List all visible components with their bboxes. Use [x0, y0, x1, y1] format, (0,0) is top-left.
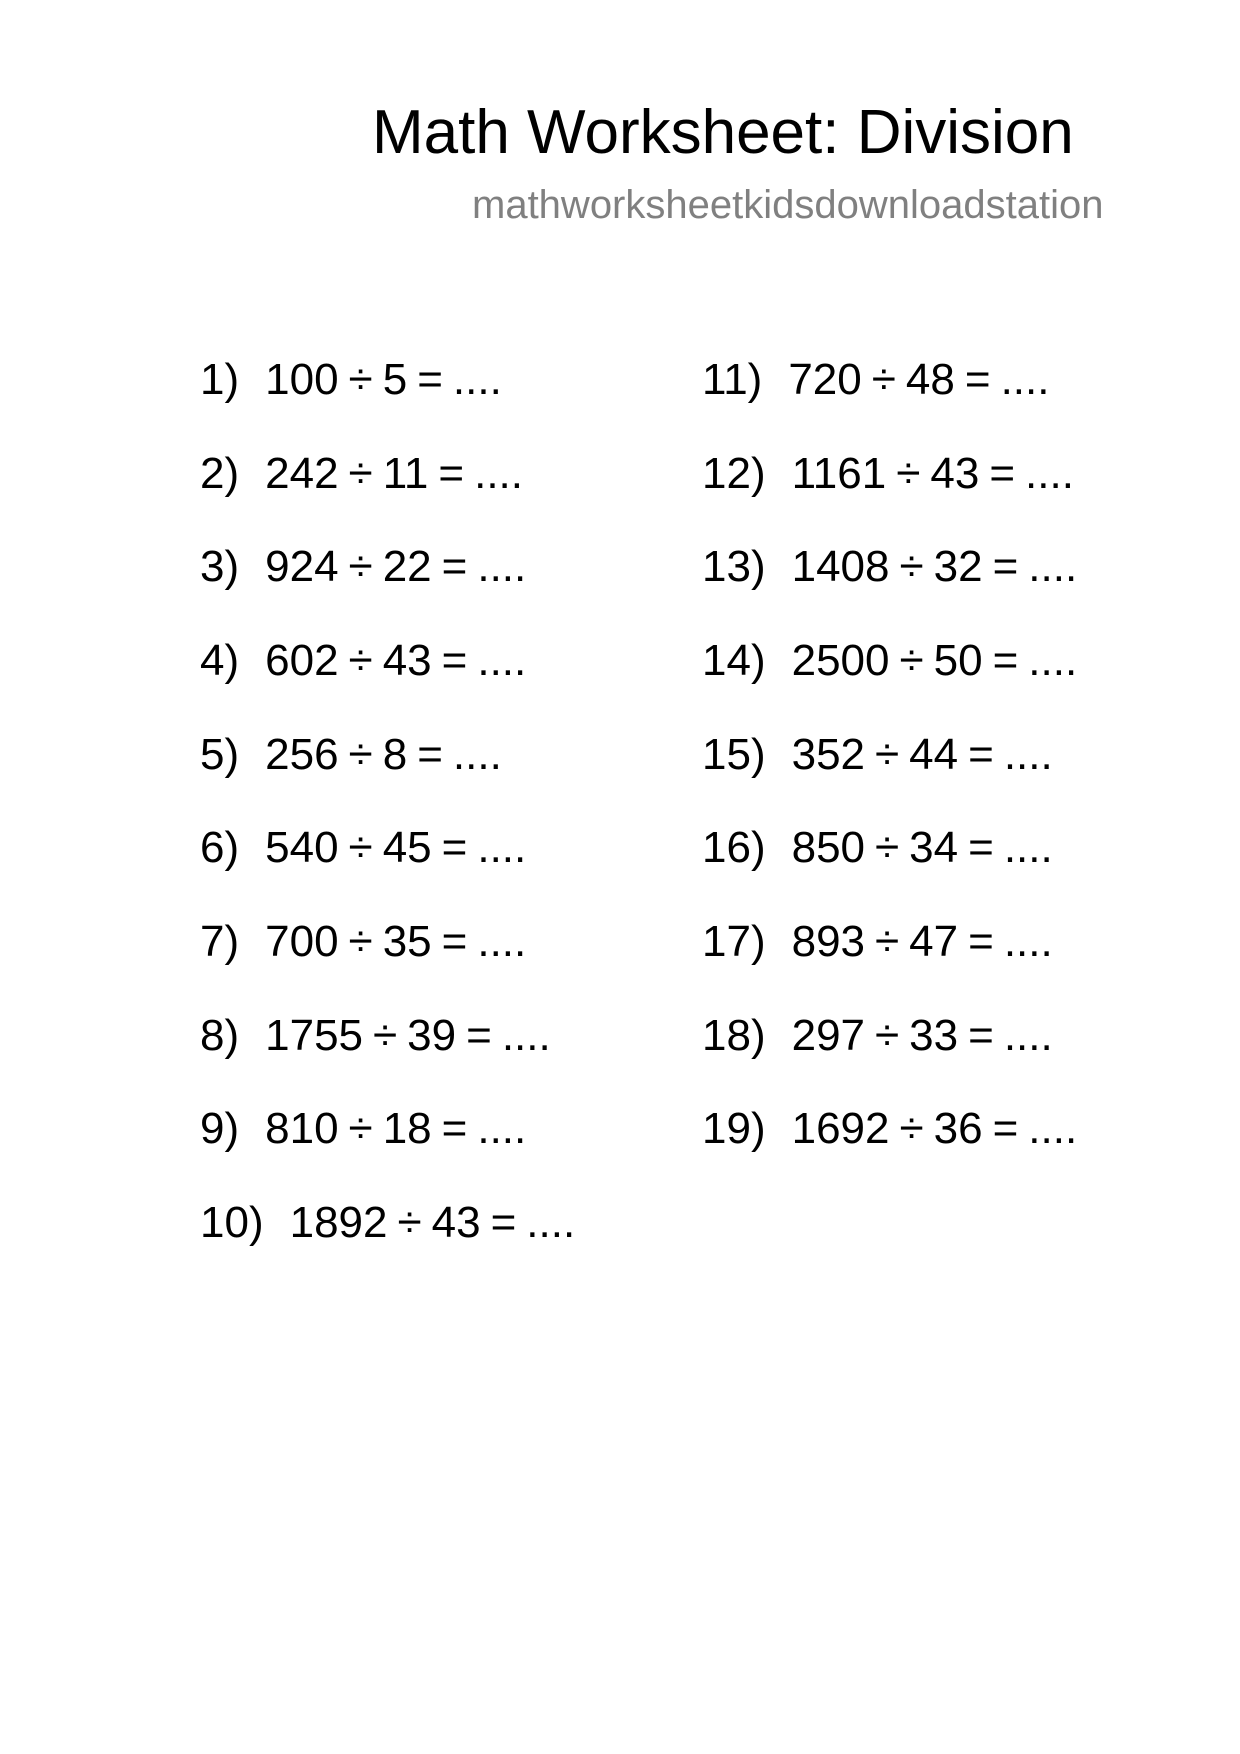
divide-sign: ÷ [899, 1104, 924, 1153]
problem-number: 1) [200, 355, 240, 404]
divide-sign: ÷ [348, 542, 373, 591]
dividend: 297 [791, 1011, 866, 1060]
problem-number: 17) [702, 917, 766, 966]
answer-blank: .... [1003, 1011, 1053, 1060]
dividend: 1755 [265, 1011, 364, 1060]
problem-item [200, 917, 526, 967]
problem-number: 16) [702, 823, 766, 872]
dividend: 2500 [791, 636, 890, 685]
dividend: 850 [791, 823, 866, 872]
problem-item [200, 542, 526, 592]
equals-sign: = [441, 823, 468, 872]
answer-blank: .... [501, 1011, 551, 1060]
problem-number: 8) [200, 1011, 240, 1060]
answer-blank: .... [1025, 449, 1074, 498]
divisor: 43 [930, 449, 980, 498]
divisor: 22 [382, 542, 432, 591]
problem-number: 9) [200, 1104, 240, 1153]
divisor: 43 [431, 1198, 481, 1247]
answer-blank: .... [452, 730, 502, 779]
problem-number: 18) [702, 1011, 766, 1060]
equals-sign: = [438, 449, 465, 498]
divide-sign: ÷ [875, 1011, 900, 1060]
problem-number: 11) [702, 355, 763, 404]
problem-number: 19) [702, 1104, 766, 1153]
divisor: 8 [382, 730, 408, 779]
divisor: 36 [933, 1104, 983, 1153]
problem-number: 4) [200, 636, 240, 685]
divisor: 11 [382, 449, 429, 498]
problem-number: 12) [702, 449, 766, 498]
problem-item [702, 449, 1074, 499]
divisor: 47 [909, 917, 959, 966]
divisor: 35 [382, 917, 432, 966]
answer-blank: .... [1028, 542, 1078, 591]
problem-number: 10) [200, 1198, 264, 1247]
equals-sign: = [992, 1104, 1019, 1153]
divide-sign: ÷ [896, 449, 921, 498]
problem-item [702, 730, 1053, 780]
problem-item [200, 355, 502, 405]
dividend: 700 [265, 917, 339, 966]
dividend: 810 [265, 1104, 339, 1153]
problem-number: 6) [200, 823, 240, 872]
problem-item [200, 449, 523, 499]
divide-sign: ÷ [397, 1198, 422, 1247]
divisor: 50 [933, 636, 983, 685]
problem-item [200, 1198, 575, 1248]
equals-sign: = [964, 355, 991, 404]
problem-number: 13) [702, 542, 766, 591]
dividend: 1161 [791, 449, 887, 498]
equals-sign: = [441, 1104, 468, 1153]
equals-sign: = [441, 917, 468, 966]
divisor: 32 [933, 542, 983, 591]
dividend: 602 [265, 636, 339, 685]
answer-blank: .... [477, 636, 527, 685]
worksheet-source: mathworksheetkidsdownloadstation [472, 183, 1104, 227]
equals-sign: = [992, 636, 1019, 685]
equals-sign: = [441, 542, 468, 591]
divisor: 43 [382, 636, 432, 685]
answer-blank: .... [452, 355, 502, 404]
divisor: 48 [905, 355, 955, 404]
answer-blank: .... [477, 823, 527, 872]
divide-sign: ÷ [899, 542, 924, 591]
divide-sign: ÷ [348, 917, 373, 966]
divide-sign: ÷ [348, 730, 373, 779]
divide-sign: ÷ [875, 917, 900, 966]
divide-sign: ÷ [348, 449, 373, 498]
divisor: 44 [909, 730, 959, 779]
divide-sign: ÷ [348, 1104, 373, 1153]
equals-sign: = [968, 917, 994, 966]
problem-item [702, 917, 1053, 967]
problem-number: 15) [702, 730, 766, 779]
problem-item [702, 636, 1077, 686]
answer-blank: .... [474, 449, 523, 498]
divisor: 18 [382, 1104, 432, 1153]
equals-sign: = [968, 730, 994, 779]
equals-sign: = [417, 355, 443, 404]
problem-item [200, 1011, 551, 1061]
divide-sign: ÷ [899, 636, 924, 685]
divide-sign: ÷ [348, 636, 373, 685]
equals-sign: = [441, 636, 468, 685]
dividend: 540 [265, 823, 339, 872]
answer-blank: .... [1003, 730, 1053, 779]
equals-sign: = [490, 1198, 517, 1247]
divide-sign: ÷ [348, 355, 373, 404]
equals-sign: = [992, 542, 1019, 591]
dividend: 893 [791, 917, 866, 966]
divide-sign: ÷ [373, 1011, 398, 1060]
problem-item [702, 542, 1077, 592]
problem-item [702, 1011, 1053, 1061]
worksheet-title: Math Worksheet: Division [372, 98, 1074, 167]
answer-blank: .... [1003, 823, 1053, 872]
divide-sign: ÷ [875, 823, 900, 872]
divisor: 45 [382, 823, 432, 872]
divisor: 5 [382, 355, 408, 404]
dividend: 352 [791, 730, 866, 779]
problem-number: 14) [702, 636, 766, 685]
problem-item [702, 355, 1049, 405]
problem-item [200, 1104, 526, 1154]
equals-sign: = [417, 730, 443, 779]
equals-sign: = [968, 1011, 994, 1060]
problem-item [200, 730, 502, 780]
answer-blank: .... [1028, 636, 1078, 685]
dividend: 1408 [791, 542, 890, 591]
equals-sign: = [989, 449, 1016, 498]
answer-blank: .... [526, 1198, 576, 1247]
problem-item [702, 1104, 1077, 1154]
divisor: 39 [407, 1011, 457, 1060]
dividend: 720 [788, 355, 862, 404]
equals-sign: = [968, 823, 994, 872]
answer-blank: .... [1000, 355, 1050, 404]
divisor: 34 [909, 823, 959, 872]
problem-item [200, 823, 526, 873]
divisor: 33 [909, 1011, 959, 1060]
answer-blank: .... [477, 542, 527, 591]
dividend: 1692 [791, 1104, 890, 1153]
problem-item [702, 823, 1053, 873]
problem-number: 7) [200, 917, 240, 966]
answer-blank: .... [477, 917, 527, 966]
divide-sign: ÷ [348, 823, 373, 872]
answer-blank: .... [1028, 1104, 1078, 1153]
problem-item [200, 636, 526, 686]
dividend: 256 [265, 730, 339, 779]
dividend: 1892 [289, 1198, 388, 1247]
divide-sign: ÷ [875, 730, 900, 779]
problem-number: 5) [200, 730, 240, 779]
dividend: 100 [265, 355, 339, 404]
answer-blank: .... [477, 1104, 527, 1153]
dividend: 242 [265, 449, 339, 498]
answer-blank: .... [1003, 917, 1053, 966]
problem-number: 3) [200, 542, 240, 591]
problem-number: 2) [200, 449, 240, 498]
divide-sign: ÷ [871, 355, 896, 404]
equals-sign: = [466, 1011, 492, 1060]
dividend: 924 [265, 542, 339, 591]
